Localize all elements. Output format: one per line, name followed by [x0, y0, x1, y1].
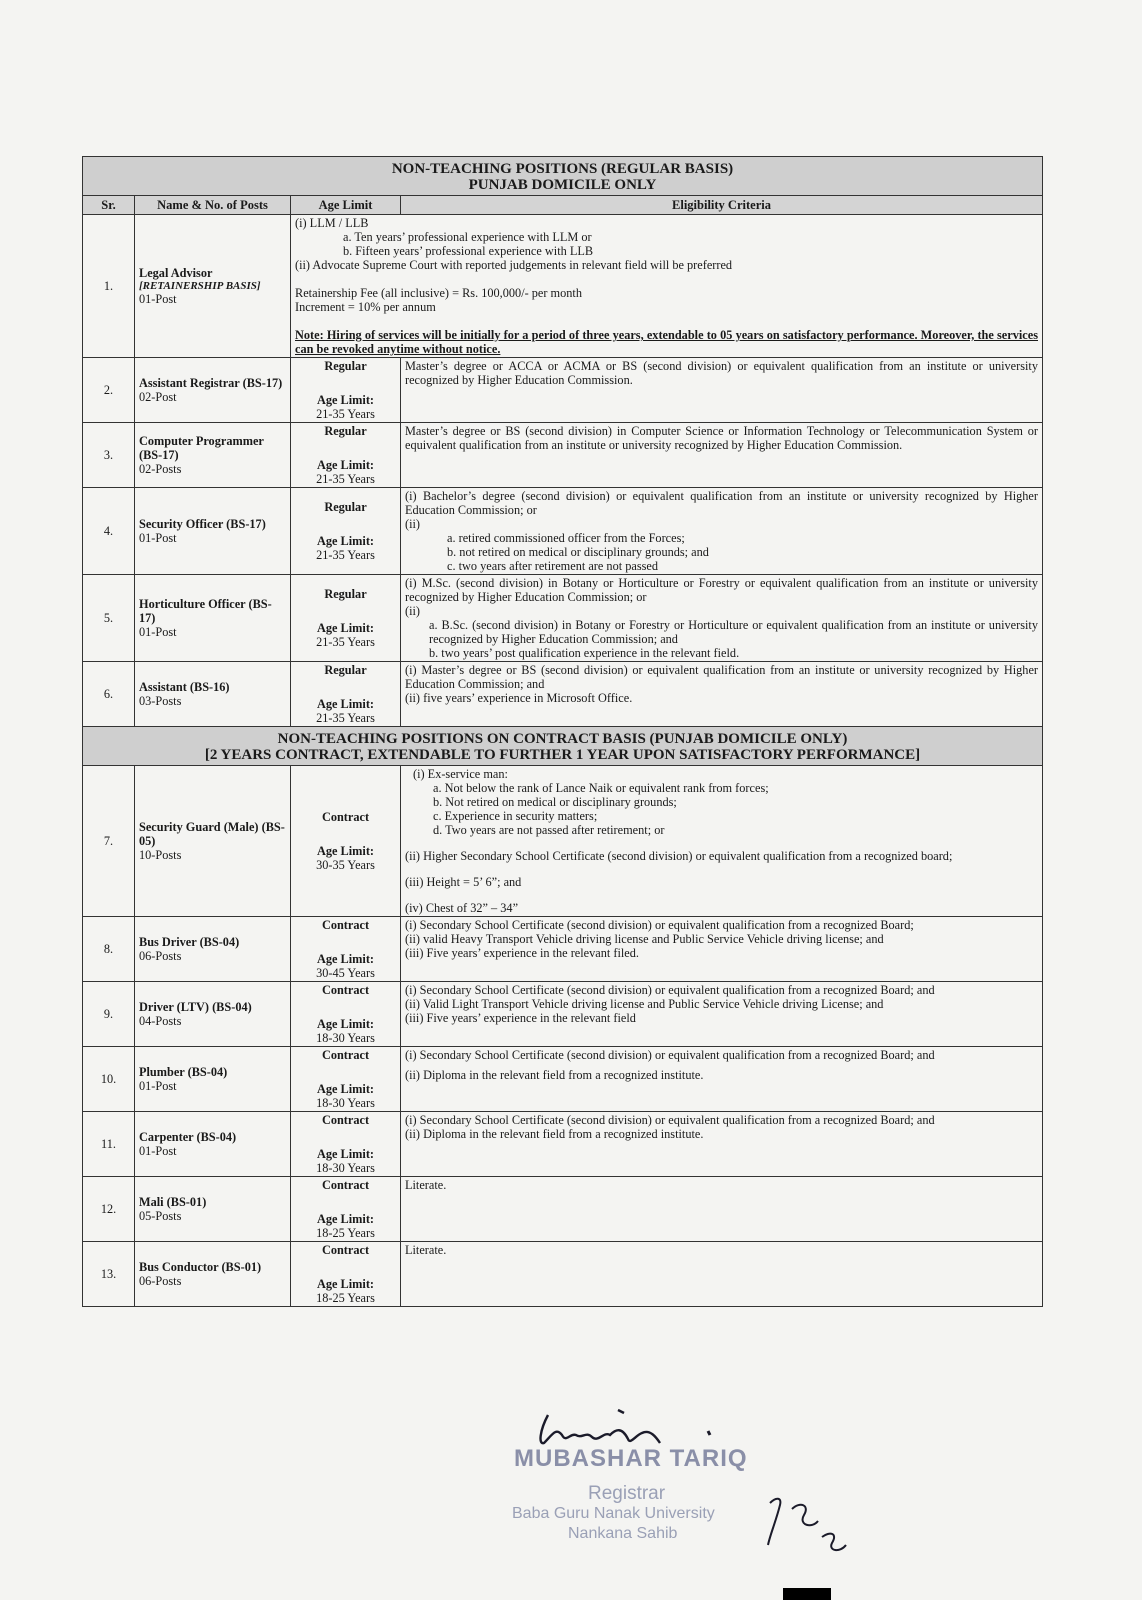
- post-name: Computer Programmer (BS-17): [139, 434, 264, 462]
- post-cell: [135, 358, 291, 423]
- age-value: 21-35 Years: [316, 711, 375, 725]
- age-label: Age Limit:: [316, 534, 375, 548]
- row-sr: 9.: [83, 982, 135, 1047]
- age-value: 18-25 Years: [316, 1226, 375, 1240]
- post-count: 06-Posts: [139, 1274, 182, 1288]
- table-row: [83, 1242, 1043, 1307]
- basis-label: Contract: [321, 1243, 370, 1257]
- age-label: Age Limit:: [316, 1277, 375, 1291]
- criteria-line: Master’s degree or BS (second division) in Computer Science or Information Technology or Telecommunication System or equivalent qualification from an institute or university recognized by Higher Education Commission.: [405, 424, 1038, 452]
- post-count: 01-Post: [139, 625, 177, 639]
- post-name: Bus Driver (BS-04): [139, 935, 240, 949]
- age-value: 21-35 Years: [316, 635, 375, 649]
- criteria-line: b. not retired on medical or disciplinary grounds; and: [447, 545, 709, 559]
- post-count: 03-Posts: [139, 694, 182, 708]
- col-criteria: Eligibility Criteria: [401, 196, 1043, 215]
- age-cell: [291, 423, 401, 488]
- criteria-line: (ii) Diploma in the relevant field from a recognized institute.: [405, 1068, 704, 1082]
- criteria-line: (i) Secondary School Certificate (second division) or equivalent qualification from a recognized Board; and: [405, 1113, 935, 1127]
- criteria-line: b. Fifteen years’ professional experience with LLB: [343, 244, 594, 258]
- post-cell: [135, 575, 291, 662]
- stamp-title: Registrar: [588, 1483, 666, 1504]
- post-count: 02-Post: [139, 390, 177, 404]
- table-row: [83, 1112, 1043, 1177]
- age-cell: [291, 766, 401, 917]
- age-cell: [291, 1177, 401, 1242]
- table-row: [83, 423, 1043, 488]
- section-title-line1: NON-TEACHING POSITIONS ON CONTRACT BASIS (PUNJAB DOMICILE ONLY): [277, 731, 848, 747]
- table-row: [83, 982, 1043, 1047]
- post-cell: [135, 1177, 291, 1242]
- age-cell: [291, 488, 401, 575]
- post-cell: [135, 766, 291, 917]
- criteria-line: (i) Master’s degree or BS (second division) or equivalent qualification from an institute or university recognized by Higher Education Commission; and: [405, 663, 1038, 691]
- post-count: 01-Post: [139, 1079, 177, 1093]
- age-cell: [291, 1242, 401, 1307]
- post-count: 04-Posts: [139, 1014, 182, 1028]
- basis-label: Regular: [324, 424, 367, 438]
- criteria-line: Literate.: [405, 1178, 447, 1192]
- basis-label: Contract: [321, 1178, 370, 1192]
- basis-label: Regular: [324, 663, 367, 677]
- post-cell: [135, 215, 291, 358]
- positions-table: [82, 156, 1043, 1307]
- stamp-university: Baba Guru Nanak University: [512, 1505, 715, 1522]
- age-cell: [291, 1047, 401, 1112]
- age-value: 30-45 Years: [316, 966, 375, 980]
- criteria-line: (iv) Chest of 32” – 34”: [405, 901, 519, 915]
- age-value: 21-35 Years: [316, 472, 375, 486]
- criteria-line: Master’s degree or ACCA or ACMA or BS (second division) or equivalent qualification from an institute or university recognized by Higher Education Commission.: [405, 359, 1038, 387]
- post-cell: [135, 1242, 291, 1307]
- post-count: 01-Post: [139, 531, 177, 545]
- age-value: 18-25 Years: [316, 1291, 375, 1305]
- criteria-line: (ii): [405, 604, 421, 618]
- row-sr: 11.: [83, 1112, 135, 1177]
- age-label: Age Limit:: [316, 1017, 375, 1031]
- criteria-cell: [401, 1242, 1043, 1307]
- criteria-line: b. two years’ post qualification experience in the relevant field.: [429, 646, 740, 660]
- age-label: Age Limit:: [316, 1147, 375, 1161]
- fee-line: Retainership Fee (all inclusive) = Rs. 100,000/- per month: [295, 286, 582, 300]
- criteria-line: Literate.: [405, 1243, 447, 1257]
- post-cell: [135, 982, 291, 1047]
- post-name: Security Guard (Male) (BS-05): [139, 820, 285, 848]
- table-row: [83, 1047, 1043, 1112]
- basis-label: Contract: [321, 1113, 370, 1127]
- basis-label: Contract: [321, 810, 370, 824]
- criteria-line: c. Experience in security matters;: [433, 809, 598, 823]
- criteria-line: (iii) Five years’ experience in the relevant field: [405, 1011, 636, 1025]
- age-cell: [291, 575, 401, 662]
- criteria-line: (i) M.Sc. (second division) in Botany or Horticulture or Forestry or equivalent qualification from an institute or university recognized by Higher Education Commission; or: [405, 576, 1038, 604]
- post-count: 06-Posts: [139, 949, 182, 963]
- criteria-line: (i) Bachelor’s degree (second division) or equivalent qualification from an institute or university recognized by Higher Education Commission; or: [405, 489, 1038, 517]
- criteria-line: a. Not below the rank of Lance Naik or equivalent rank from forces;: [433, 781, 769, 795]
- post-cell: [135, 423, 291, 488]
- criteria-cell: [291, 215, 1043, 358]
- post-count: 10-Posts: [139, 848, 182, 862]
- basis-label: Regular: [324, 359, 367, 373]
- age-value: 21-35 Years: [316, 548, 375, 562]
- age-value: 30-35 Years: [316, 858, 375, 872]
- row-sr: 1.: [83, 215, 135, 358]
- post-name: Security Officer (BS-17): [139, 517, 266, 531]
- row-sr: 12.: [83, 1177, 135, 1242]
- criteria-line: a. retired commissioned officer from the Forces;: [447, 531, 685, 545]
- table-row: [83, 358, 1043, 423]
- criteria-line: (ii) Higher Secondary School Certificate (second division) or equivalent qualification from a recognized board;: [405, 849, 953, 863]
- post-count: 01-Post: [139, 1144, 177, 1158]
- table-row: [83, 1177, 1043, 1242]
- criteria-cell: [401, 917, 1043, 982]
- row-sr: 2.: [83, 358, 135, 423]
- criteria-line: c. two years after retirement are not passed: [447, 559, 658, 573]
- post-count: 01-Post: [139, 292, 177, 306]
- post-count: 05-Posts: [139, 1209, 182, 1223]
- row-sr: 3.: [83, 423, 135, 488]
- criteria-line: (i) Secondary School Certificate (second division) or equivalent qualification from a recognized Board;: [405, 918, 914, 932]
- age-value: 18-30 Years: [316, 1031, 375, 1045]
- criteria-cell: [401, 575, 1043, 662]
- criteria-line: (ii) five years’ experience in Microsoft Office.: [405, 691, 633, 705]
- age-label: Age Limit:: [316, 952, 375, 966]
- post-cell: [135, 917, 291, 982]
- stamp-city: Nankana Sahib: [568, 1525, 678, 1542]
- criteria-line: (ii) Valid Light Transport Vehicle driving license and Public Service Vehicle driving License; and: [405, 997, 884, 1011]
- post-name: Horticulture Officer (BS-17): [139, 597, 272, 625]
- criteria-cell: [401, 766, 1043, 917]
- col-sr: Sr.: [83, 196, 135, 215]
- post-name: Plumber (BS-04): [139, 1065, 228, 1079]
- table-row: [83, 662, 1043, 727]
- stamp-name: MUBASHAR TARIQ: [514, 1445, 748, 1472]
- table-row: [83, 766, 1043, 917]
- criteria-line: (ii): [405, 517, 421, 531]
- positions-table-wrapper: [82, 156, 1042, 1307]
- table-row: [83, 488, 1043, 575]
- basis-label: Regular: [324, 500, 367, 514]
- basis-label: Contract: [321, 983, 370, 997]
- row-sr: 7.: [83, 766, 135, 917]
- age-cell: [291, 982, 401, 1047]
- criteria-cell: [401, 1177, 1043, 1242]
- criteria-line: (ii) Diploma in the relevant field from a recognized institute.: [405, 1127, 704, 1141]
- criteria-line: (i) Ex-service man:: [413, 767, 508, 781]
- age-cell: [291, 662, 401, 727]
- criteria-line: (ii) valid Heavy Transport Vehicle driving license and Public Service Vehicle driving license; and: [405, 932, 884, 946]
- row-sr: 13.: [83, 1242, 135, 1307]
- age-cell: [291, 1112, 401, 1177]
- column-header-row: [83, 196, 1043, 215]
- criteria-cell: [401, 358, 1043, 423]
- row-sr: 4.: [83, 488, 135, 575]
- age-label: Age Limit:: [316, 393, 375, 407]
- criteria-line: (iii) Five years’ experience in the relevant filed.: [405, 946, 639, 960]
- post-cell: [135, 1047, 291, 1112]
- section-header-regular: [83, 157, 1043, 196]
- post-note: [RETAINERSHIP BASIS]: [139, 280, 261, 292]
- table-row: [83, 917, 1043, 982]
- row-sr: 5.: [83, 575, 135, 662]
- criteria-cell: [401, 488, 1043, 575]
- table-row: [83, 575, 1043, 662]
- signature-stamp-area: [500, 1405, 880, 1595]
- criteria-line: a. Ten years’ professional experience with LLM or: [343, 230, 592, 244]
- post-name: Driver (LTV) (BS-04): [139, 1000, 252, 1014]
- criteria-line: b. Not retired on medical or disciplinary grounds;: [433, 795, 677, 809]
- section-title-line1: NON-TEACHING POSITIONS (REGULAR BASIS): [391, 161, 734, 177]
- post-name: Mali (BS-01): [139, 1195, 207, 1209]
- basis-label: Contract: [321, 918, 370, 932]
- row-sr: 10.: [83, 1047, 135, 1112]
- criteria-line: (i) Secondary School Certificate (second division) or equivalent qualification from a recognized Board; and: [405, 1048, 935, 1062]
- post-name: Assistant Registrar (BS-17): [139, 376, 283, 390]
- age-label: Age Limit:: [316, 1082, 375, 1096]
- age-label: Age Limit:: [316, 1212, 375, 1226]
- criteria-line: (i) LLM / LLB: [295, 216, 369, 230]
- criteria-cell: [401, 1047, 1043, 1112]
- age-cell: [291, 917, 401, 982]
- post-name: Assistant (BS-16): [139, 680, 230, 694]
- criteria-cell: [401, 1112, 1043, 1177]
- note-text: Note: Hiring of services will be initially for a period of three years, extendable to 05 years on satisfactory performance. Moreover, the services can be revoked anytime without notice.: [295, 328, 1038, 356]
- section-header-contract: [83, 727, 1043, 766]
- post-name: Legal Advisor: [139, 266, 213, 280]
- post-name: Carpenter (BS-04): [139, 1130, 237, 1144]
- criteria-line: a. B.Sc. (second division) in Botany or Forestry or Horticulture or equivalent qualification from an institute or university recognized by Higher Education Commission; and: [429, 618, 1038, 646]
- basis-label: Contract: [321, 1048, 370, 1062]
- criteria-cell: [401, 982, 1043, 1047]
- scan-artifact: [783, 1588, 831, 1600]
- post-cell: [135, 662, 291, 727]
- signature-mark: [500, 1405, 880, 1595]
- section-title-line2: PUNJAB DOMICILE ONLY: [468, 177, 657, 193]
- post-cell: [135, 488, 291, 575]
- post-name: Bus Conductor (BS-01): [139, 1260, 262, 1274]
- age-cell: [291, 358, 401, 423]
- age-label: Age Limit:: [316, 697, 375, 711]
- criteria-line: (i) Secondary School Certificate (second division) or equivalent qualification from a recognized Board; and: [405, 983, 935, 997]
- table-row: [83, 215, 1043, 358]
- row-sr: 8.: [83, 917, 135, 982]
- age-value: 21-35 Years: [316, 407, 375, 421]
- increment-line: Increment = 10% per annum: [295, 300, 436, 314]
- age-label: Age Limit:: [316, 621, 375, 635]
- criteria-line: (ii) Advocate Supreme Court with reported judgements in relevant field will be preferred: [295, 258, 733, 272]
- col-age: Age Limit: [291, 196, 401, 215]
- criteria-cell: [401, 423, 1043, 488]
- post-cell: [135, 1112, 291, 1177]
- basis-label: Regular: [324, 587, 367, 601]
- criteria-line: (iii) Height = 5’ 6”; and: [405, 875, 522, 889]
- post-count: 02-Posts: [139, 462, 182, 476]
- section-title-line2: [2 YEARS CONTRACT, EXTENDABLE TO FURTHER 1 YEAR UPON SATISFACTORY PERFORMANCE]: [204, 747, 921, 763]
- age-label: Age Limit:: [316, 458, 375, 472]
- col-name: Name & No. of Posts: [135, 196, 291, 215]
- criteria-line: d. Two years are not passed after retirement; or: [433, 823, 665, 837]
- row-sr: 6.: [83, 662, 135, 727]
- age-value: 18-30 Years: [316, 1161, 375, 1175]
- age-label: Age Limit:: [316, 844, 375, 858]
- criteria-cell: [401, 662, 1043, 727]
- age-value: 18-30 Years: [316, 1096, 375, 1110]
